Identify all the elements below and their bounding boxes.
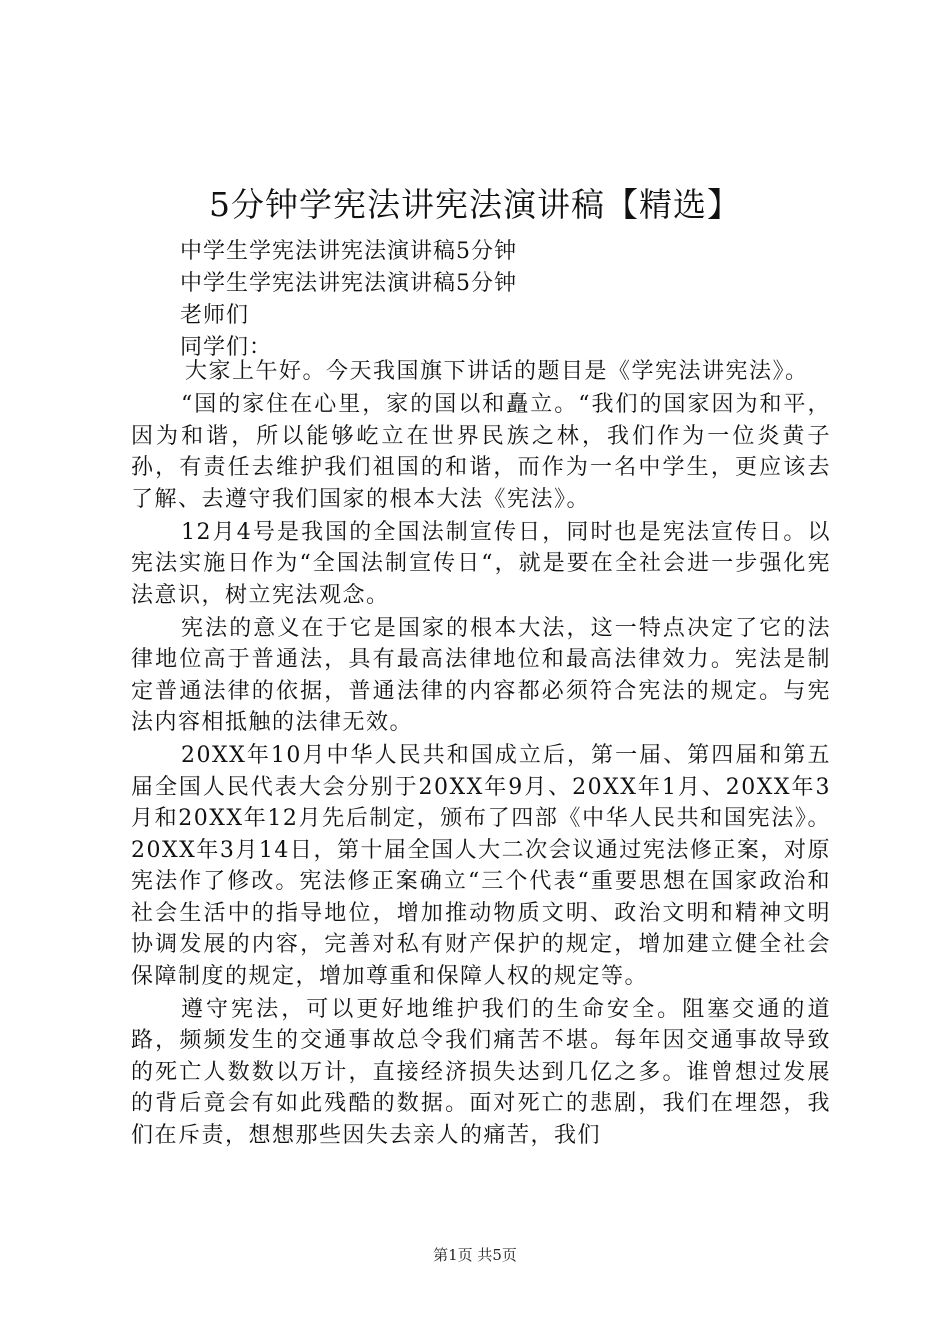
body-paragraph: 大家上午好。今天我国旗下讲话的题目是《学宪法讲宪法》。: [185, 359, 809, 384]
intro-line: 老师们: [180, 303, 250, 328]
intro-line: 中学生学宪法讲宪法演讲稿5分钟: [180, 271, 517, 296]
body-paragraph: 遵守宪法，可以更好地维护我们的生命安全。阻塞交通的道路，频频发生的交通事故总令我们痛苦不堪。每年因交通事故导致的死亡人数数以万计，直接经济损失达到几亿之多。谁曾想过发展的背后竟会有如此残酷的数据。面对死亡的悲剧，我们在埋怨，我们在斥责，想想那些因失去亲人的痛苦，我们: [131, 996, 831, 1148]
intro-block: [180, 236, 880, 364]
body-paragraph: 20XX年10月中华人民共和国成立后，第一届、第四届和第五届全国人民代表大会分别于20XX年9月、20XX年1月、20XX年3月和20XX年12月先后制定，颁布了四部《中华人民共和国宪法》。20XX年3月14日，第十届全国人大二次会议通过宪法修正案，对原宪法作了修改。宪法修正案确立“三个代表“重要思想在国家政治和社会生活中的指导地位，增加推动物质文明、政治文明和精神文明协调发展的内容，完善对私有财产保护的规定，增加建立健全社会保障制度的规定，增加尊重和保障人权的规定等。: [131, 743, 831, 989]
intro-line: 同学们：: [180, 335, 273, 360]
document-title: 5分钟学宪法讲宪法演讲稿【精选】: [209, 185, 741, 224]
page-footer: 第1页 共5页: [433, 1246, 517, 1264]
body-paragraph: 宪法的意义在于它是国家的根本大法，这一特点决定了它的法律地位高于普通法，具有最高法律地位和最高法律效力。宪法是制定普通法律的依据，普通法律的内容都必须符合宪法的规定。与宪法内容相抵触的法律无效。: [131, 615, 831, 735]
document-body: [131, 356, 831, 1153]
body-paragraph: 12月4号是我国的全国法制宣传日，同时也是宪法宣传日。以宪法实施日作为“全国法制宣传日“，就是要在全社会进一步强化宪法意识，树立宪法观念。: [131, 519, 831, 608]
intro-line: 中学生学宪法讲宪法演讲稿5分钟: [180, 239, 517, 264]
body-paragraph: “国的家住在心里，家的国以和矗立。“我们的国家因为和平，因为和谐，所以能够屹立在世界民族之林，我们作为一位炎黄子孙，有责任去维护我们祖国的和谐，而作为一名中学生，更应该去了解、去遵守我们国家的根本大法《宪法》。: [131, 392, 831, 512]
